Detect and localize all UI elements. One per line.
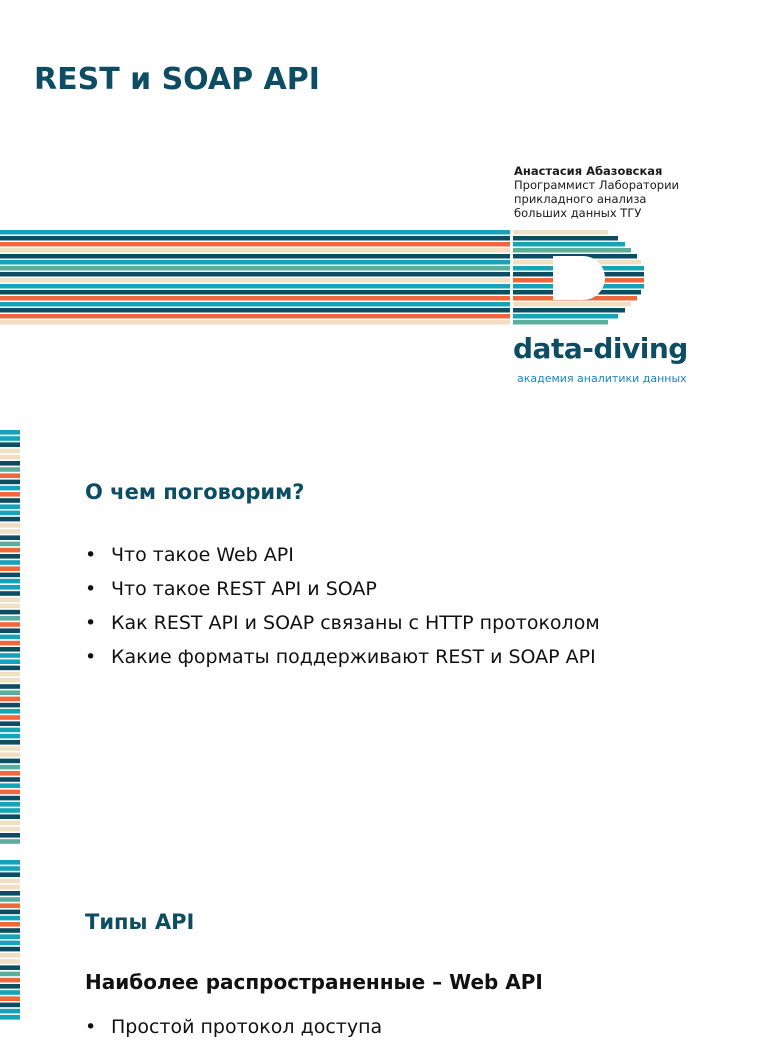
side-stripe xyxy=(0,697,20,702)
logo-stripe xyxy=(513,308,625,313)
side-stripe xyxy=(0,535,20,540)
side-stripe xyxy=(0,554,20,559)
side-stripe xyxy=(0,827,20,832)
side-stripe xyxy=(0,504,20,509)
side-stripe xyxy=(0,461,20,466)
data-diving-logo-icon xyxy=(513,230,653,326)
list-item: • Что такое REST API и SOAP xyxy=(85,572,600,606)
api-types-list xyxy=(85,1010,382,1044)
banner-stripe xyxy=(0,284,510,289)
side-stripe xyxy=(0,765,20,770)
side-stripe xyxy=(0,833,20,838)
side-stripe xyxy=(0,990,20,995)
side-stripe xyxy=(0,734,20,739)
side-stripe xyxy=(0,449,20,454)
api-types-slide xyxy=(0,860,768,1038)
side-stripe xyxy=(0,548,20,553)
logo-stripe xyxy=(513,320,608,325)
side-stripe xyxy=(0,628,20,633)
side-stripe xyxy=(0,740,20,745)
side-stripe xyxy=(0,802,20,807)
side-stripe xyxy=(0,947,20,952)
banner-stripe xyxy=(0,296,510,301)
agenda-heading: О чем поговорим? xyxy=(85,480,305,504)
side-stripe xyxy=(0,885,20,890)
side-stripe xyxy=(0,635,20,640)
side-stripe xyxy=(0,759,20,764)
side-stripe xyxy=(0,808,20,813)
side-stripe xyxy=(0,814,20,819)
side-stripe xyxy=(0,430,20,435)
list-item: • Что такое Web API xyxy=(85,538,600,572)
side-stripe xyxy=(0,480,20,485)
side-stripes xyxy=(0,860,20,1024)
banner-stripe xyxy=(0,314,510,319)
side-stripe xyxy=(0,790,20,795)
side-stripe xyxy=(0,442,20,447)
side-stripe xyxy=(0,659,20,664)
side-stripe xyxy=(0,473,20,478)
side-stripe xyxy=(0,771,20,776)
side-stripe xyxy=(0,910,20,915)
logo-stripe xyxy=(513,236,618,241)
side-stripe xyxy=(0,703,20,708)
side-stripe xyxy=(0,498,20,503)
side-stripe xyxy=(0,455,20,460)
side-stripe xyxy=(0,1009,20,1014)
side-stripe xyxy=(0,746,20,751)
banner-stripe xyxy=(0,278,510,283)
side-stripe xyxy=(0,523,20,528)
side-stripe xyxy=(0,916,20,921)
side-stripe xyxy=(0,597,20,602)
logo-counter xyxy=(553,256,605,300)
banner-stripe xyxy=(0,254,510,259)
author-name: Анастасия Абазовская xyxy=(514,164,663,178)
logo-stripe xyxy=(513,302,631,307)
side-stripe xyxy=(0,666,20,671)
side-stripe xyxy=(0,866,20,871)
list-item: • Какие форматы поддерживают REST и SOAP API xyxy=(85,640,600,674)
presentation-title: REST и SOAP API xyxy=(34,62,320,97)
banner-stripe xyxy=(0,266,510,271)
brand-name: data-diving xyxy=(513,332,688,365)
side-stripe xyxy=(0,579,20,584)
side-stripe xyxy=(0,821,20,826)
side-stripes xyxy=(0,430,20,850)
banner-stripe xyxy=(0,320,510,325)
side-stripe xyxy=(0,872,20,877)
side-stripe xyxy=(0,641,20,646)
side-stripe xyxy=(0,604,20,609)
side-stripe xyxy=(0,690,20,695)
side-stripe xyxy=(0,752,20,757)
banner-stripe xyxy=(0,302,510,307)
side-stripe xyxy=(0,678,20,683)
side-stripe xyxy=(0,728,20,733)
side-stripe xyxy=(0,486,20,491)
side-stripe xyxy=(0,928,20,933)
side-stripe xyxy=(0,653,20,658)
side-stripe xyxy=(0,542,20,547)
logo-stripe xyxy=(513,314,618,319)
author-role-line: Программист Лаборатории xyxy=(514,178,680,192)
banner-stripe xyxy=(0,230,510,235)
side-stripe xyxy=(0,777,20,782)
side-stripe xyxy=(0,922,20,927)
side-stripe xyxy=(0,783,20,788)
banner-stripe xyxy=(0,308,510,313)
banner-stripe xyxy=(0,272,510,277)
side-stripe xyxy=(0,965,20,970)
side-stripe xyxy=(0,903,20,908)
list-item: • Как REST API и SOAP связаны с HTTP протоколом xyxy=(85,606,600,640)
side-stripe xyxy=(0,529,20,534)
side-stripe xyxy=(0,566,20,571)
list-item: • Простой протокол доступа xyxy=(85,1010,382,1044)
striped-banner xyxy=(0,230,510,326)
brand-subtitle: академия аналитики данных xyxy=(517,372,687,385)
side-stripe xyxy=(0,934,20,939)
side-stripe xyxy=(0,560,20,565)
side-stripe xyxy=(0,573,20,578)
author-block xyxy=(514,164,714,220)
side-stripe xyxy=(0,984,20,989)
agenda-list xyxy=(85,538,600,674)
side-stripe xyxy=(0,591,20,596)
side-stripe xyxy=(0,647,20,652)
title-slide xyxy=(0,0,768,400)
side-stripe xyxy=(0,796,20,801)
side-stripe xyxy=(0,953,20,958)
banner-stripe xyxy=(0,248,510,253)
logo-stripe xyxy=(513,248,631,253)
side-stripe xyxy=(0,715,20,720)
side-stripe xyxy=(0,467,20,472)
side-stripe xyxy=(0,610,20,615)
side-stripe xyxy=(0,436,20,441)
author-role-line: больших данных ТГУ xyxy=(514,206,642,220)
side-stripe xyxy=(0,897,20,902)
side-stripe xyxy=(0,941,20,946)
side-stripe xyxy=(0,978,20,983)
side-stripe xyxy=(0,860,20,865)
side-stripe xyxy=(0,1003,20,1008)
side-stripe xyxy=(0,517,20,522)
logo-stripe xyxy=(513,230,608,235)
author-role-line: прикладного анализа xyxy=(514,192,647,206)
logo-stripe xyxy=(513,242,625,247)
side-stripe xyxy=(0,891,20,896)
agenda-slide xyxy=(0,430,768,850)
side-stripe xyxy=(0,709,20,714)
banner-stripe xyxy=(0,260,510,265)
side-stripe xyxy=(0,622,20,627)
side-stripe xyxy=(0,1015,20,1020)
side-stripe xyxy=(0,839,20,844)
section-subheading: Наиболее распространенные – Web API xyxy=(85,970,543,994)
side-stripe xyxy=(0,492,20,497)
side-stripe xyxy=(0,972,20,977)
side-stripe xyxy=(0,959,20,964)
banner-stripe xyxy=(0,290,510,295)
section-heading: Типы API xyxy=(85,910,195,934)
side-stripe xyxy=(0,511,20,516)
side-stripe xyxy=(0,879,20,884)
side-stripe xyxy=(0,616,20,621)
banner-stripe xyxy=(0,236,510,241)
side-stripe xyxy=(0,684,20,689)
banner-stripe xyxy=(0,242,510,247)
side-stripe xyxy=(0,585,20,590)
side-stripe xyxy=(0,672,20,677)
side-stripe xyxy=(0,721,20,726)
side-stripe xyxy=(0,996,20,1001)
